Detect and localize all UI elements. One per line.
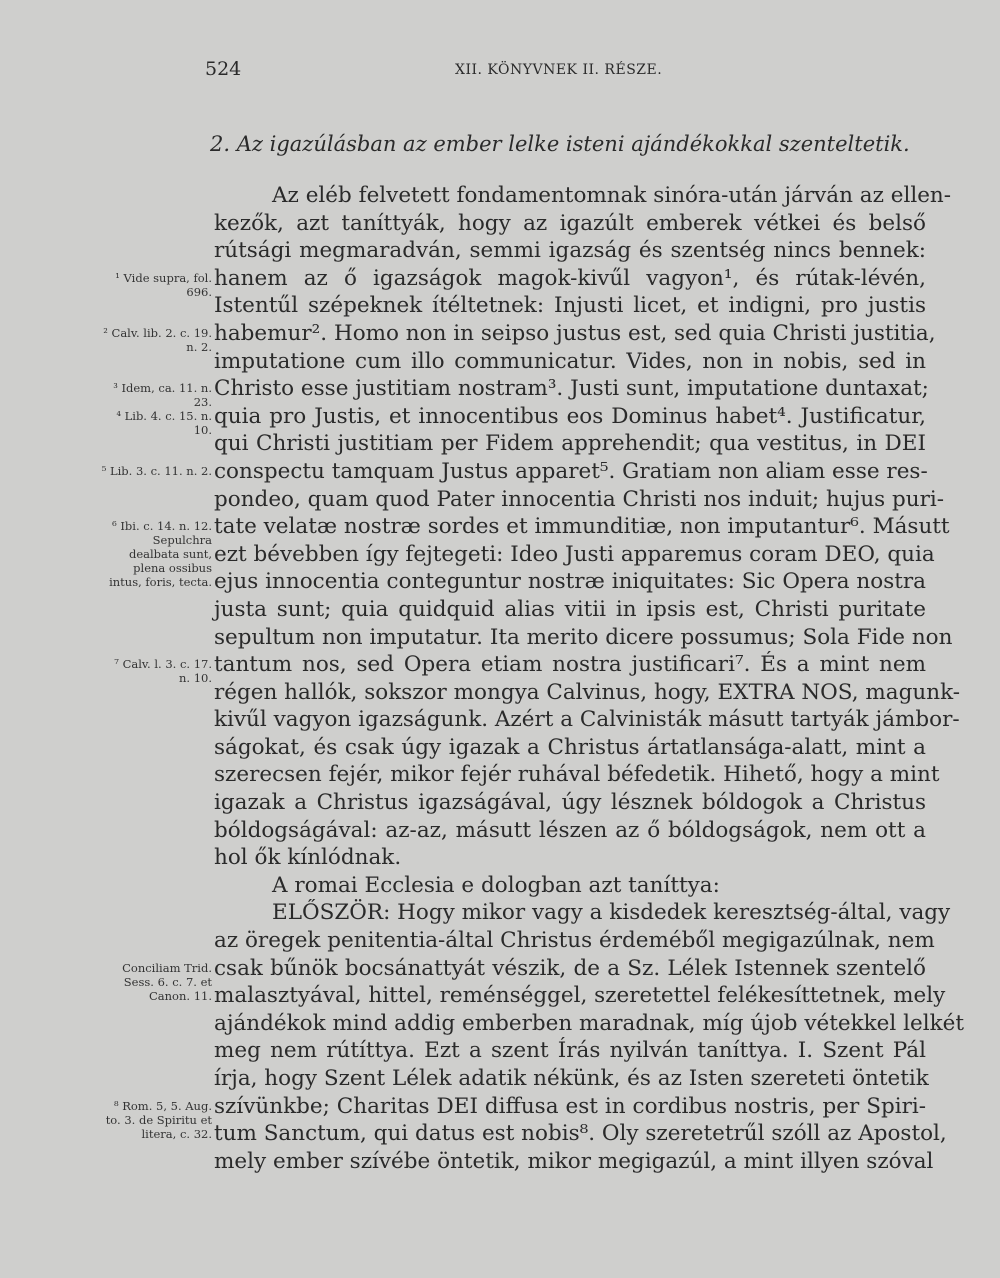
margin-note: ⁷ Calv. l. 3. c. 17. n. 10.	[114, 657, 212, 686]
text-line: rútsági megmaradván, semmi igazság és szentség nincs bennek:	[214, 238, 926, 264]
text-line: mely ember szívébe öntetik, mikor megigazúl, a mint illyen szóval	[214, 1148, 934, 1174]
text-line: ELŐSZÖR: Hogy mikor vagy a kisdedek keresztség-által, vagy	[272, 900, 951, 926]
margin-note: ⁴ Lib. 4. c. 15. n. 10.	[116, 408, 212, 437]
text-line: ságokat, és csak úgy igazak a Christus ártatlansága-alatt, mint a	[214, 734, 926, 760]
text-line: qui Christi justitiam per Fidem apprehendit; qua vestitus, in DEI	[214, 431, 926, 457]
section-title: 2. Az igazúlásban az ember lelke isteni ajándékokkal szenteltetik.	[210, 132, 910, 156]
text-line: írja, hogy Szent Lélek adatik nékünk, és az Isten szereteti öntetik	[214, 1066, 929, 1091]
text-line: tum Sanctum, qui datus est nobis⁸. Oly szeretetrűl szóll az Apostol,	[214, 1121, 947, 1147]
text-line: kivűl vagyon igazságunk. Azért a Calvinisták másutt tartyák jámbor-	[214, 707, 960, 733]
text-line: Az eléb felvetett fondamentomnak sinóra-után járván az ellen-	[272, 183, 952, 208]
text-line: pondeo, quam quod Pater innocentia Christi nos induit; hujus puri-	[214, 486, 945, 512]
text-line: kezők, azt taníttyák, hogy az igazúlt emberek vétkei és belső	[214, 210, 926, 236]
text-line: csak bűnök bocsánattyát vészik, de a Sz. Lélek Istennek szentelő	[214, 955, 926, 981]
text-line: habemur². Homo non in seipso justus est, sed quia Christi justitia,	[214, 320, 936, 346]
body-text	[214, 182, 964, 1175]
text-line: az öregek penitentia-által Christus érdeméből megigazúlnak, nem	[214, 928, 935, 954]
text-line: quia pro Justis, et innocentibus eos Dominus habet⁴. Justificatur,	[214, 403, 926, 429]
text-line: szívünkbe; Charitas DEI diffusa est in cordibus nostris, per Spiri-	[214, 1093, 926, 1119]
text-line: igazak a Christus igazságával, úgy lésznek bóldogok a Christus	[214, 790, 926, 816]
text-line: szerecsen fejér, mikor fejér ruhával béfedetik. Hihető, hogy a mint	[214, 762, 940, 788]
text-line: tantum nos, sed Opera etiam nostra justificari⁷. És a mint nem	[214, 652, 926, 678]
text-line: justa sunt; quia quidquid alias vitii in ipsis est, Christi puritate	[214, 596, 926, 622]
text-line: ezt bévebben így fejtegeti: Ideo Justi apparemus coram DEO, quia	[214, 541, 935, 567]
text-line: Christo esse justitiam nostram³. Justi sunt, imputatione duntaxat;	[214, 376, 929, 402]
margin-note: ² Calv. lib. 2. c. 19. n. 2.	[103, 326, 212, 354]
text-line: meg nem rútíttya. Ezt a szent Írás nyilván taníttya. I. Szent Pál	[214, 1038, 926, 1064]
text-line: hanem az ő igazságok magok-kivűl vagyon¹, és rútak-lévén,	[214, 265, 926, 291]
page-number: 524	[205, 58, 242, 80]
text-line: régen hallók, sokszor mongya Calvinus, hogy, EXTRA NOS, magunk-	[214, 679, 961, 705]
margin-note: ¹ Vide supra, fol. 696.	[115, 270, 212, 299]
margin-note: ⁸ Rom. 5, 5. Aug. to. 3. de Spiritu et litera, c. 32.	[105, 1098, 212, 1141]
text-line: ajándékok mind addig emberben maradnak, míg újob vétekkel lelkét	[214, 1010, 964, 1036]
margin-note: ³ Idem, ca. 11. n. 23.	[113, 381, 212, 410]
margin-note: ⁵ Lib. 3. c. 11. n. 2.	[101, 464, 212, 478]
text-line: bóldogságával: az-az, másutt lészen az ő bóldogságok, nem ott a	[214, 817, 926, 843]
text-line: hol ők kínlódnak.	[214, 845, 402, 871]
text-line: ejus innocentia conteguntur nostræ iniquitates: Sic Opera nostra	[214, 569, 926, 595]
text-line: sepultum non imputatur. Ita merito dicere possumus; Sola Fide non	[214, 624, 953, 650]
text-line: Istentűl szépeknek ítéltetnek: Injusti licet, et indigni, pro justis	[214, 293, 926, 319]
text-line: A romai Ecclesia e dologban azt taníttya:	[272, 872, 720, 898]
margin-note: ⁶ Ibi. c. 14. n. 12. Sepulchra dealbata sunt, plena ossibus intus, foris, tecta.	[109, 519, 212, 590]
running-head: XII. KÖNYVNEK II. RÉSZE.	[455, 62, 663, 78]
text-line: imputatione cum illo communicatur. Vides, non in nobis, sed in	[214, 348, 926, 374]
text-line: conspectu tamquam Justus apparet⁵. Gratiam non aliam esse res-	[214, 458, 928, 484]
page-header	[0, 58, 1000, 88]
text-line: malasztyával, hittel, reménséggel, szeretettel felékesíttetnek, mely	[214, 983, 946, 1009]
text-line: tate velatæ nostræ sordes et immunditiæ, non imputantur⁶. Másutt	[214, 514, 950, 540]
margin-note: Conciliam Trid. Sess. 6. c. 7. et Canon. 11.	[122, 960, 212, 1003]
